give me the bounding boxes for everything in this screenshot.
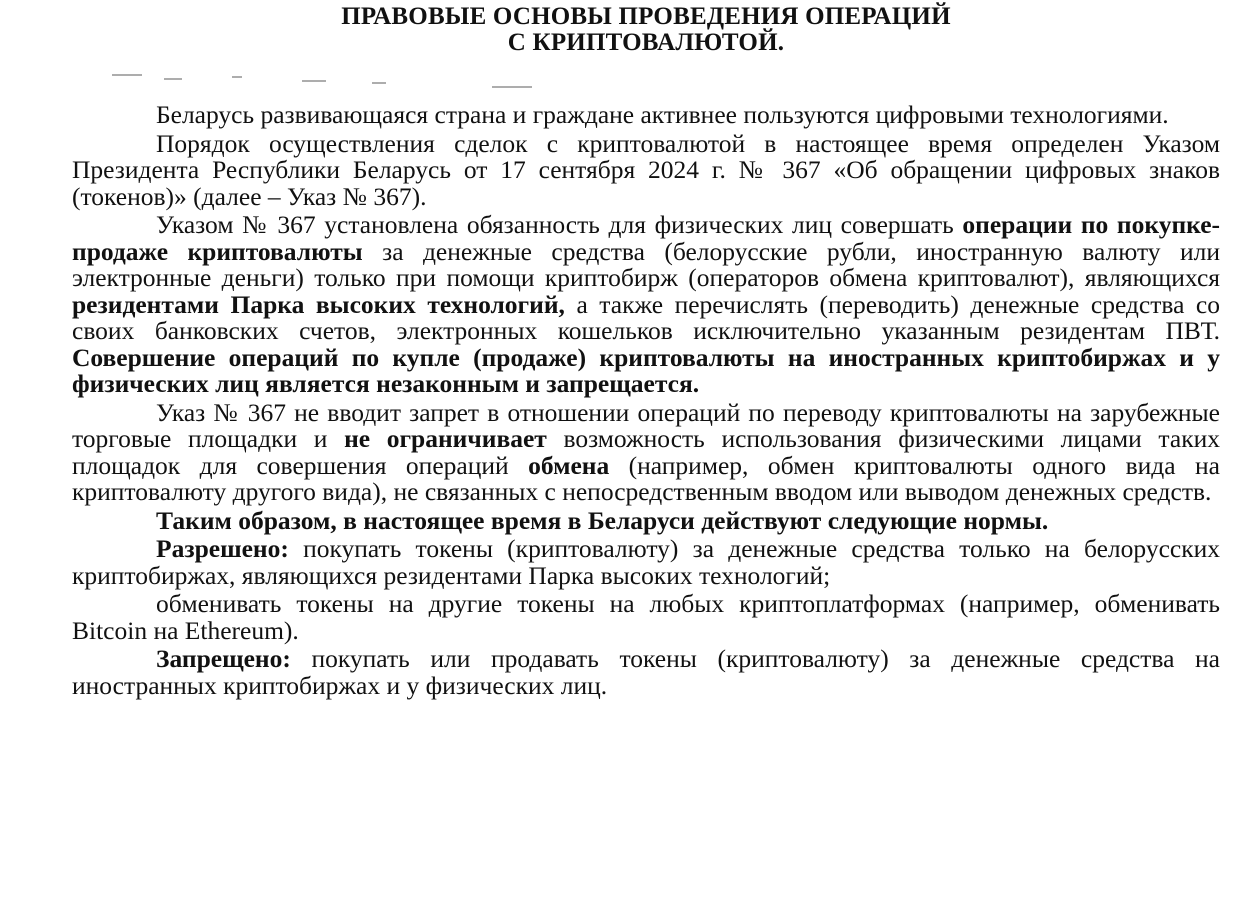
p5-bold-summary: Таким образом, в настоящее время в Беларуси действуют следующие нормы. (156, 505, 1049, 535)
paragraph-allowed (72, 536, 1220, 589)
p4-text-e: (например, обмен криптовалюты одного вида на криптовалюту другого вида), не связанных с непосредственным вводом или выводом денежных средств. (72, 450, 1220, 506)
paragraph-intro: Беларусь развивающаяся страна и граждане активнее пользуются цифровыми технологиями. (156, 100, 1169, 129)
allowed-label: Разрешено: (156, 534, 289, 563)
forbidden-label: Запрещено: (156, 644, 291, 673)
paragraph-forbidden (72, 646, 1220, 699)
p3-bold-prohibition: Совершение операций по купле (продаже) криптовалюты на иностранных криптобиржах и у физических лиц является незаконным и запрещается. (72, 342, 1220, 398)
paragraph-obligation (72, 212, 1220, 398)
p3-text-c: за денежные средства (белорусские рубли, иностранную валюту или электронные деньги) только при помощи криптобирж (операторов обмена криптовалют), являющихся (72, 236, 1220, 292)
paragraph-summary (72, 505, 1220, 535)
paragraph-allowed-exchange: обменивать токены на другие токены на любых криптоплатформах (например, обменивать Bitcoin на Ethereum). (72, 589, 1220, 645)
p3-bold-operations: операции по покупке-продаже криптовалюты (72, 210, 1221, 266)
scan-noise (72, 56, 1220, 102)
p3-text-e: а также перечислять (переводить) денежные средства со своих банковских счетов, электронных кошельков исключительно указанным резидентам ПВТ. (72, 289, 1220, 345)
p3-text-a: Указом № 367 установлена обязанность для физических лиц совершать (156, 210, 963, 239)
p4-text-c: возможность использования физическими лицами таких площадок для совершения операций (72, 424, 1220, 480)
p4-bold-exchange: обмена (528, 450, 610, 480)
document-title (72, 4, 1220, 56)
allowed-text: покупать токены (криптовалюту) за денежные средства только на белорусских криптобиржах, являющихся резидентами Парка высоких технологий; (72, 534, 1220, 590)
title-line-2: С КРИПТОВАЛЮТОЙ. (507, 29, 785, 56)
document-page (72, 0, 1220, 699)
p4-text-a: Указ № 367 не вводит запрет в отношении операций по переводу криптовалюты на зарубежные торговые площадки и (72, 397, 1220, 453)
p3-bold-residents: резидентами Парка высоких технологий, (72, 289, 565, 319)
title-line-1: ПРАВОВЫЕ ОСНОВЫ ПРОВЕДЕНИЯ ОПЕРАЦИЙ (341, 3, 951, 30)
paragraph-exchange (72, 397, 1220, 506)
paragraph-decree: Порядок осуществления сделок с криптовалютой в настоящее время определен Указом Президента Республики Беларусь от 17 сентября 2024 г. № 367 «Об обращении цифровых знаков (токенов)» (далее – Указ № 367). (72, 128, 1220, 211)
p4-bold-not-limit: не ограничивает (344, 424, 547, 453)
forbidden-text: покупать или продавать токены (криптовалюту) за денежные средства на иностранных криптобиржах и у физических лиц. (72, 644, 1220, 700)
